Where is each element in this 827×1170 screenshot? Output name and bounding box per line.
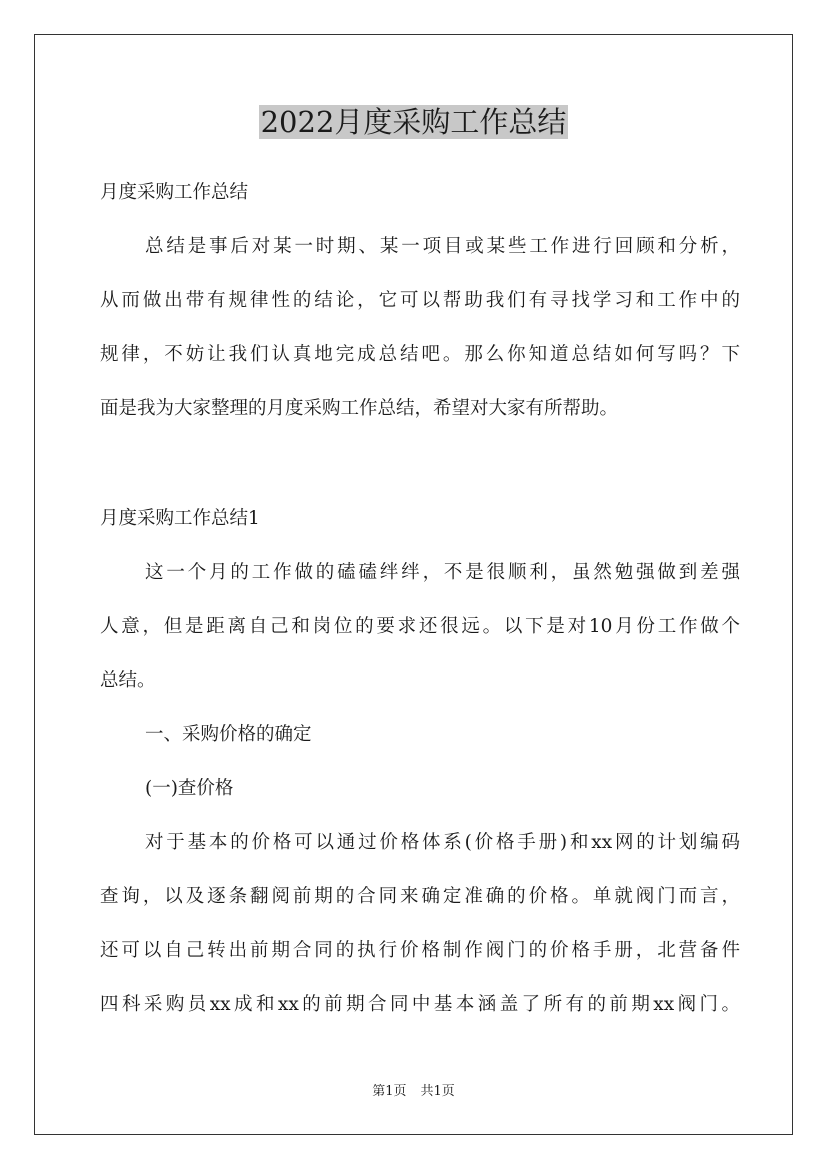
paragraph-line: 查询，以及逐条翻阅前期的合同来确定准确的价格。单就阀门而言， (100, 886, 740, 907)
document-title (0, 100, 827, 144)
page-total: 共1页 (420, 1084, 455, 1099)
paragraph-line: 规律，不妨让我们认真地完成总结吧。那么你知道总结如何写吗？下 (100, 344, 740, 365)
subsection-heading: (一)查价格 (145, 778, 234, 799)
paragraph-line: 这一个月的工作做的磕磕绊绊，不是很顺利，虽然勉强做到差强 (145, 562, 740, 583)
paragraph-line: 还可以自己转出前期合同的执行价格制作阀门的价格手册，北营备件 (100, 940, 740, 961)
page-footer (0, 1083, 827, 1101)
paragraph-line: 总结。 (100, 670, 156, 691)
paragraph-line: 四科采购员xx成和xx的前期合同中基本涵盖了所有的前期xx阀门。 (100, 994, 740, 1015)
paragraph-line: 对于基本的价格可以通过价格体系(价格手册)和xx网的计划编码 (145, 832, 740, 853)
paragraph-line: 总结是事后对某一时期、某一项目或某些工作进行回顾和分析， (145, 236, 740, 257)
paragraph-line: 面是我为大家整理的月度采购工作总结，希望对大家有所帮助。 (100, 398, 619, 419)
section-heading: 月度采购工作总结 (100, 182, 249, 203)
document-title-text: 2022月度采购工作总结 (260, 105, 567, 139)
paragraph-line: 人意，但是距离自己和岗位的要求还很远。以下是对10月份工作做个 (100, 616, 740, 637)
subsection-heading: 一、采购价格的确定 (145, 724, 312, 745)
section-heading: 月度采购工作总结1 (100, 508, 260, 529)
page-number: 第1页 (372, 1084, 407, 1099)
paragraph-line: 从而做出带有规律性的结论，它可以帮助我们有寻找学习和工作中的 (100, 290, 740, 311)
